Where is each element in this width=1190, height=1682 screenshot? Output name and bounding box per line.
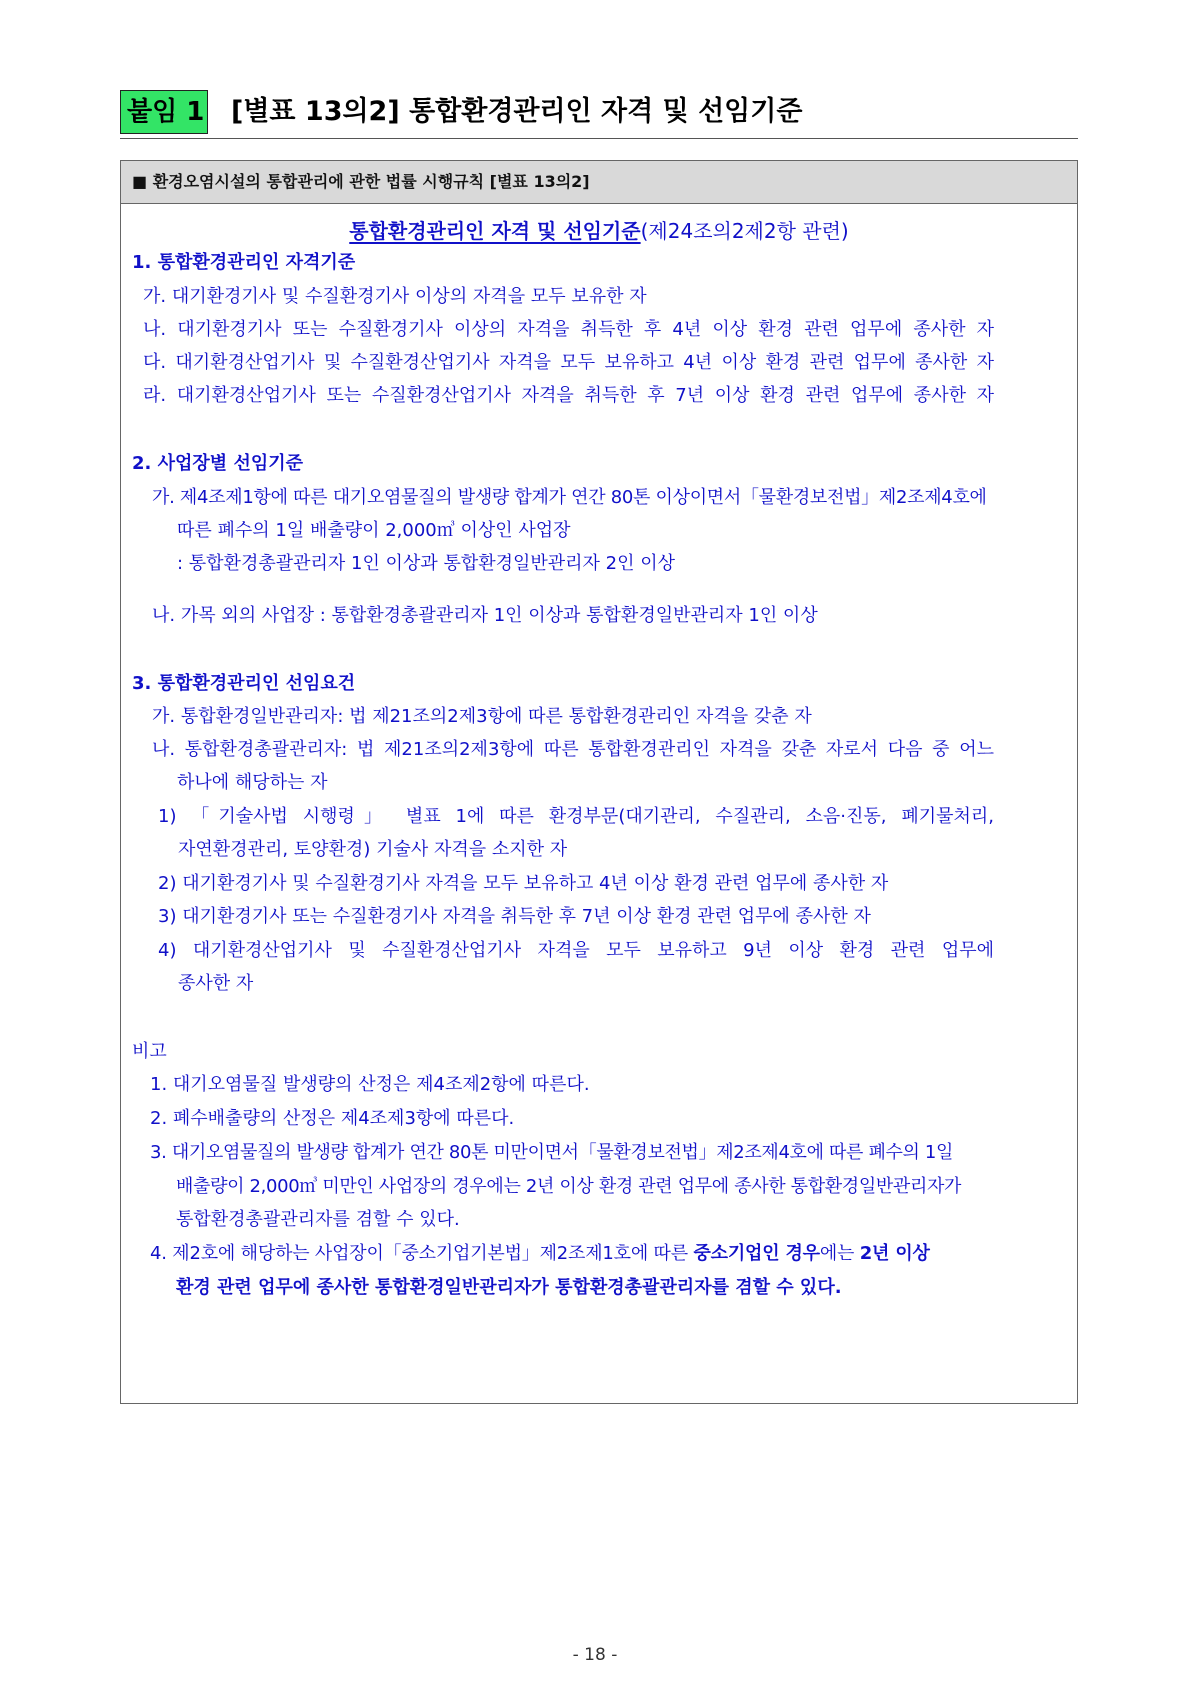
section1-item: 나. 대기환경기사 또는 수질환경기사 이상의 자격을 취득한 후 4년 이상 환경 관련 업무에 종사한 자 (143, 319, 994, 340)
attachment-badge: 붙임 1 (120, 90, 208, 134)
section2-item-ga-result: : 통합환경총괄관리자 1인 이상과 통합환경일반관리자 2인 이상 (177, 553, 675, 574)
section1-item: 다. 대기환경산업기사 및 수질환경산업기사 자격을 모두 보유하고 4년 이상 환경 관련 업무에 종사한 자 (143, 352, 994, 373)
document-title (121, 215, 1077, 244)
regulation-box (120, 160, 1078, 1404)
section3-sub-item-cont: 종사한 자 (178, 973, 254, 994)
section3-heading: 3. 통합환경관리인 선임요건 (132, 673, 356, 694)
remark-item-cont: 통합환경총괄관리자를 겸할 수 있다. (176, 1209, 460, 1230)
section2-item-ga-cont: 따른 폐수의 1일 배출량이 2,000㎥ 이상인 사업장 (177, 520, 571, 541)
section3-sub-item-cont: 자연환경관리, 토양환경) 기술사 자격을 소지한 자 (178, 839, 568, 860)
section2-heading: 2. 사업장별 선임기준 (132, 453, 303, 474)
section3-sub-item: 4) 대기환경산업기사 및 수질환경산업기사 자격을 모두 보유하고 9년 이상 환경 관련 업무에 (158, 940, 994, 961)
section1-heading: 1. 통합환경관리인 자격기준 (132, 252, 356, 273)
remarks-heading: 비고 (132, 1041, 167, 1062)
document-title-main: 통합환경관리인 자격 및 선임기준 (349, 219, 641, 243)
remark-item: 3. 대기오염물질의 발생량 합계가 연간 80톤 미만이면서「물환경보전법」제2조제4호에 따른 폐수의 1일 (150, 1142, 954, 1163)
page-title: [별표 13의2] 통합환경관리인 자격 및 선임기준 (231, 96, 803, 127)
remark-item-cont: 환경 관련 업무에 종사한 통합환경일반관리자가 통합환경총괄관리자를 겸할 수 있다. (176, 1277, 842, 1298)
section3-item-na: 나. 통합환경총괄관리자: 법 제21조의2제3항에 따른 통합환경관리인 자격을 갖춘 자로서 다음 중 어느 (152, 739, 994, 760)
section3-item-na-cont: 하나에 해당하는 자 (177, 772, 328, 793)
document-title-sub: (제24조의2제2항 관련) (640, 219, 849, 243)
remark4-emphasis: 중소기업인 경우 (693, 1243, 820, 1264)
page-header (120, 90, 1078, 139)
section3-sub-item: 3) 대기환경기사 또는 수질환경기사 자격을 취득한 후 7년 이상 환경 관련 업무에 종사한 자 (158, 906, 871, 927)
section1-item: 가. 대기환경기사 및 수질환경기사 이상의 자격을 모두 보유한 자 (143, 286, 647, 307)
section2-item-ga: 가. 제4조제1항에 따른 대기오염물질의 발생량 합계가 연간 80톤 이상이면서「물환경보전법」제2조제4호에 (152, 487, 987, 508)
section3-sub-item: 2) 대기환경기사 및 수질환경기사 자격을 모두 보유하고 4년 이상 환경 관련 업무에 종사한 자 (158, 873, 889, 894)
box-heading: ■ 환경오염시설의 통합관리에 관한 법률 시행규칙 [별표 13의2] (121, 161, 1077, 204)
remark-item-cont: 배출량이 2,000㎥ 미만인 사업장의 경우에는 2년 이상 환경 관련 업무에 종사한 통합환경일반관리자가 (176, 1176, 962, 1197)
section2-item-na: 나. 가목 외의 사업장 : 통합환경총괄관리자 1인 이상과 통합환경일반관리자 1인 이상 (152, 605, 818, 626)
remark4-emphasis: 2년 이상 (859, 1243, 930, 1264)
remark4-text: 에는 (819, 1243, 860, 1264)
page-number: - 18 - (572, 1645, 618, 1665)
remark-item: 2. 폐수배출량의 산정은 제4조제3항에 따른다. (150, 1108, 515, 1129)
section3-sub-item: 1) 「기술사법 시행령」 별표 1에 따른 환경부문(대기관리, 수질관리, 소음·진동, 폐기물처리, (158, 806, 994, 827)
section1-item: 라. 대기환경산업기사 또는 수질환경산업기사 자격을 취득한 후 7년 이상 환경 관련 업무에 종사한 자 (143, 385, 994, 406)
section3-item-ga: 가. 통합환경일반관리자: 법 제21조의2제3항에 따른 통합환경관리인 자격을 갖춘 자 (152, 706, 812, 727)
remark4-text: 4. 제2호에 해당하는 사업장이「중소기업기본법」제2조제1호에 따른 (150, 1243, 694, 1264)
remark-item: 1. 대기오염물질 발생량의 산정은 제4조제2항에 따른다. (150, 1074, 590, 1095)
remark-item (150, 1241, 930, 1267)
